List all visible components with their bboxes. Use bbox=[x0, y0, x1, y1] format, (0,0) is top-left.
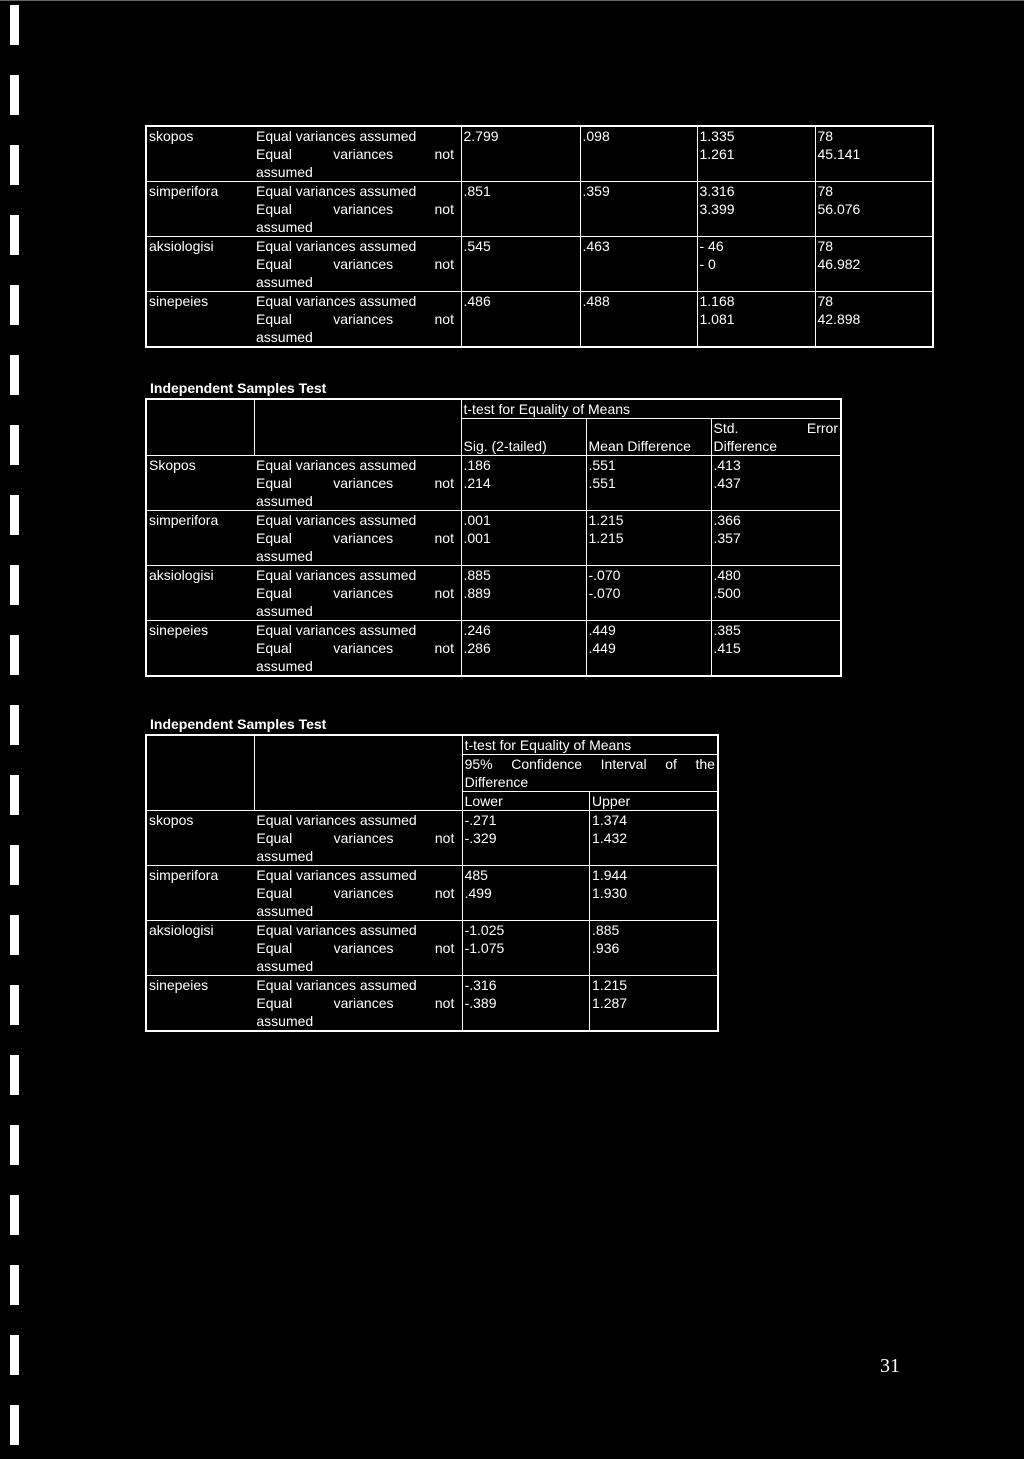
row-label: Equal variances not assumed bbox=[256, 640, 454, 674]
row-label: Equal variances assumed bbox=[254, 921, 462, 940]
table-row bbox=[146, 456, 841, 475]
row-label: Equal variances assumed bbox=[254, 456, 461, 475]
row-variable: skopos bbox=[146, 811, 254, 830]
row-label: Equal variances assumed bbox=[254, 182, 461, 201]
row-variable: sinepeies bbox=[146, 621, 254, 640]
table-row bbox=[146, 292, 933, 311]
cell: .359 bbox=[580, 182, 697, 201]
row-variable: skopos bbox=[149, 128, 194, 144]
cell: .486 bbox=[461, 292, 580, 311]
row-label: Equal variances not assumed bbox=[256, 530, 454, 564]
table-row bbox=[146, 921, 718, 940]
table-caption: Independent Samples Test bbox=[150, 380, 327, 396]
row-label: Equal variances not assumed bbox=[256, 256, 454, 290]
table-row bbox=[146, 884, 718, 921]
cell: -.070 bbox=[586, 584, 711, 621]
cell: .246 bbox=[461, 621, 586, 640]
row-variable: simperifora bbox=[146, 866, 254, 885]
cell: 485 bbox=[462, 866, 589, 885]
cell: .437 bbox=[711, 474, 841, 511]
cell: .415 bbox=[711, 639, 841, 676]
table-row bbox=[146, 237, 933, 256]
row-variable: aksiologisi bbox=[146, 237, 254, 256]
row-label: Equal variances assumed bbox=[254, 566, 461, 585]
cell: .413 bbox=[711, 456, 841, 475]
group-header: t-test for Equality of Means bbox=[461, 399, 841, 419]
cell: 78 bbox=[815, 292, 933, 311]
row-label: Equal variances assumed bbox=[254, 621, 461, 640]
table-row bbox=[146, 566, 841, 585]
row-label: Equal variances assumed bbox=[254, 976, 462, 995]
row-variable: sinepeies bbox=[146, 292, 254, 311]
row-label: Equal variances not assumed bbox=[256, 940, 455, 974]
group-header: t-test for Equality of Means bbox=[462, 735, 718, 755]
table-row bbox=[146, 866, 718, 885]
table-caption: Independent Samples Test bbox=[150, 716, 327, 732]
levene-table bbox=[145, 125, 934, 348]
table-row bbox=[146, 200, 933, 237]
cell: .001 bbox=[461, 529, 586, 566]
cell: .098 bbox=[580, 126, 697, 145]
row-label: Equal variances assumed bbox=[254, 866, 462, 885]
page-number: 31 bbox=[880, 1355, 900, 1377]
cell: .001 bbox=[461, 511, 586, 530]
cell: 46.982 bbox=[815, 255, 933, 292]
cell: 1.168 bbox=[697, 292, 815, 311]
cell: .366 bbox=[711, 511, 841, 530]
cell: 1.432 bbox=[590, 829, 718, 866]
row-label: Equal variances not assumed bbox=[256, 885, 455, 919]
row-label: Equal variances not assumed bbox=[256, 830, 455, 864]
cell: .480 bbox=[711, 566, 841, 585]
cell: 1.215 bbox=[586, 529, 711, 566]
ci-table bbox=[145, 734, 719, 1032]
cell: 1.374 bbox=[590, 811, 718, 830]
cell: - 0 bbox=[697, 255, 815, 292]
row-variable: sinepeies bbox=[146, 976, 254, 995]
table-row bbox=[146, 310, 933, 347]
table-row bbox=[146, 182, 933, 201]
cell: -.316 bbox=[462, 976, 589, 995]
cell: .449 bbox=[586, 621, 711, 640]
table-row bbox=[146, 976, 718, 995]
cell: .885 bbox=[590, 921, 718, 940]
cell: .500 bbox=[711, 584, 841, 621]
cell: 3.399 bbox=[697, 200, 815, 237]
cell: .357 bbox=[711, 529, 841, 566]
cell: -.070 bbox=[586, 566, 711, 585]
row-variable: simperifora bbox=[146, 511, 254, 530]
row-variable: simperifora bbox=[146, 182, 254, 201]
cell: 56.076 bbox=[815, 200, 933, 237]
cell: .851 bbox=[461, 182, 580, 201]
cell: 78 bbox=[815, 237, 933, 256]
table-row bbox=[146, 639, 841, 676]
cell: 1.081 bbox=[697, 310, 815, 347]
cell: -.329 bbox=[462, 829, 589, 866]
col-header: Upper bbox=[590, 792, 718, 811]
cell: .463 bbox=[580, 237, 697, 256]
row-label: Equal variances assumed bbox=[254, 237, 461, 256]
table-row bbox=[146, 529, 841, 566]
cell: .385 bbox=[711, 621, 841, 640]
cell: 1.930 bbox=[590, 884, 718, 921]
table-row bbox=[146, 829, 718, 866]
top-rule bbox=[0, 0, 1024, 1]
col-header: Sig. (2-tailed) bbox=[461, 419, 586, 456]
cell: .889 bbox=[461, 584, 586, 621]
table-row bbox=[146, 939, 718, 976]
row-label: Equal variances assumed bbox=[256, 128, 417, 144]
table-row bbox=[146, 126, 933, 145]
cell: 1.215 bbox=[590, 976, 718, 995]
cell: 1.215 bbox=[586, 511, 711, 530]
cell: .551 bbox=[586, 474, 711, 511]
table-row bbox=[146, 584, 841, 621]
cell: .499 bbox=[462, 884, 589, 921]
row-label: Equal variances assumed bbox=[254, 292, 461, 311]
table-row bbox=[146, 621, 841, 640]
cell: 1.335 bbox=[697, 126, 815, 145]
cell: 42.898 bbox=[815, 310, 933, 347]
row-variable: aksiologisi bbox=[146, 566, 254, 585]
cell: .545 bbox=[461, 237, 580, 256]
ci-header: 95% Confidence Interval of the Difference bbox=[462, 755, 718, 792]
table-row bbox=[146, 511, 841, 530]
row-label: Equal variances not assumed bbox=[256, 146, 454, 180]
cell: .214 bbox=[461, 474, 586, 511]
cell: 2.799 bbox=[461, 126, 580, 145]
cell: .286 bbox=[461, 639, 586, 676]
cell: 1.261 bbox=[697, 145, 815, 182]
cell: .488 bbox=[580, 292, 697, 311]
cell: -.389 bbox=[462, 994, 589, 1031]
cell: .186 bbox=[461, 456, 586, 475]
cell: -.271 bbox=[462, 811, 589, 830]
row-label: Equal variances assumed bbox=[254, 511, 461, 530]
cell: 78 bbox=[815, 182, 933, 201]
row-variable: Skopos bbox=[146, 456, 254, 475]
cell: 3.316 bbox=[697, 182, 815, 201]
cell: 45.141 bbox=[815, 145, 933, 182]
cell: 1.287 bbox=[590, 994, 718, 1031]
cell: -1.025 bbox=[462, 921, 589, 940]
table-row bbox=[146, 994, 718, 1031]
col-header: Std. Error Difference bbox=[711, 419, 841, 456]
cell: .449 bbox=[586, 639, 711, 676]
col-header: Mean Difference bbox=[586, 419, 711, 456]
row-label: Equal variances not assumed bbox=[256, 311, 454, 345]
col-header: Lower bbox=[462, 792, 589, 811]
cell: .936 bbox=[590, 939, 718, 976]
row-label: Equal variances not assumed bbox=[256, 475, 454, 509]
ttest-table bbox=[145, 398, 842, 677]
table-row bbox=[146, 474, 841, 511]
cell: - 46 bbox=[697, 237, 815, 256]
row-label: Equal variances not assumed bbox=[256, 585, 454, 619]
row-variable: aksiologisi bbox=[146, 921, 254, 940]
table-row bbox=[146, 255, 933, 292]
table-row bbox=[146, 145, 933, 182]
cell: 1.944 bbox=[590, 866, 718, 885]
cell: .551 bbox=[586, 456, 711, 475]
cell: 78 bbox=[815, 126, 933, 145]
cell: .885 bbox=[461, 566, 586, 585]
cell: -1.075 bbox=[462, 939, 589, 976]
row-label: Equal variances assumed bbox=[254, 811, 462, 830]
row-label: Equal variances not assumed bbox=[256, 201, 454, 235]
row-label: Equal variances not assumed bbox=[256, 995, 455, 1029]
table-row bbox=[146, 811, 718, 830]
